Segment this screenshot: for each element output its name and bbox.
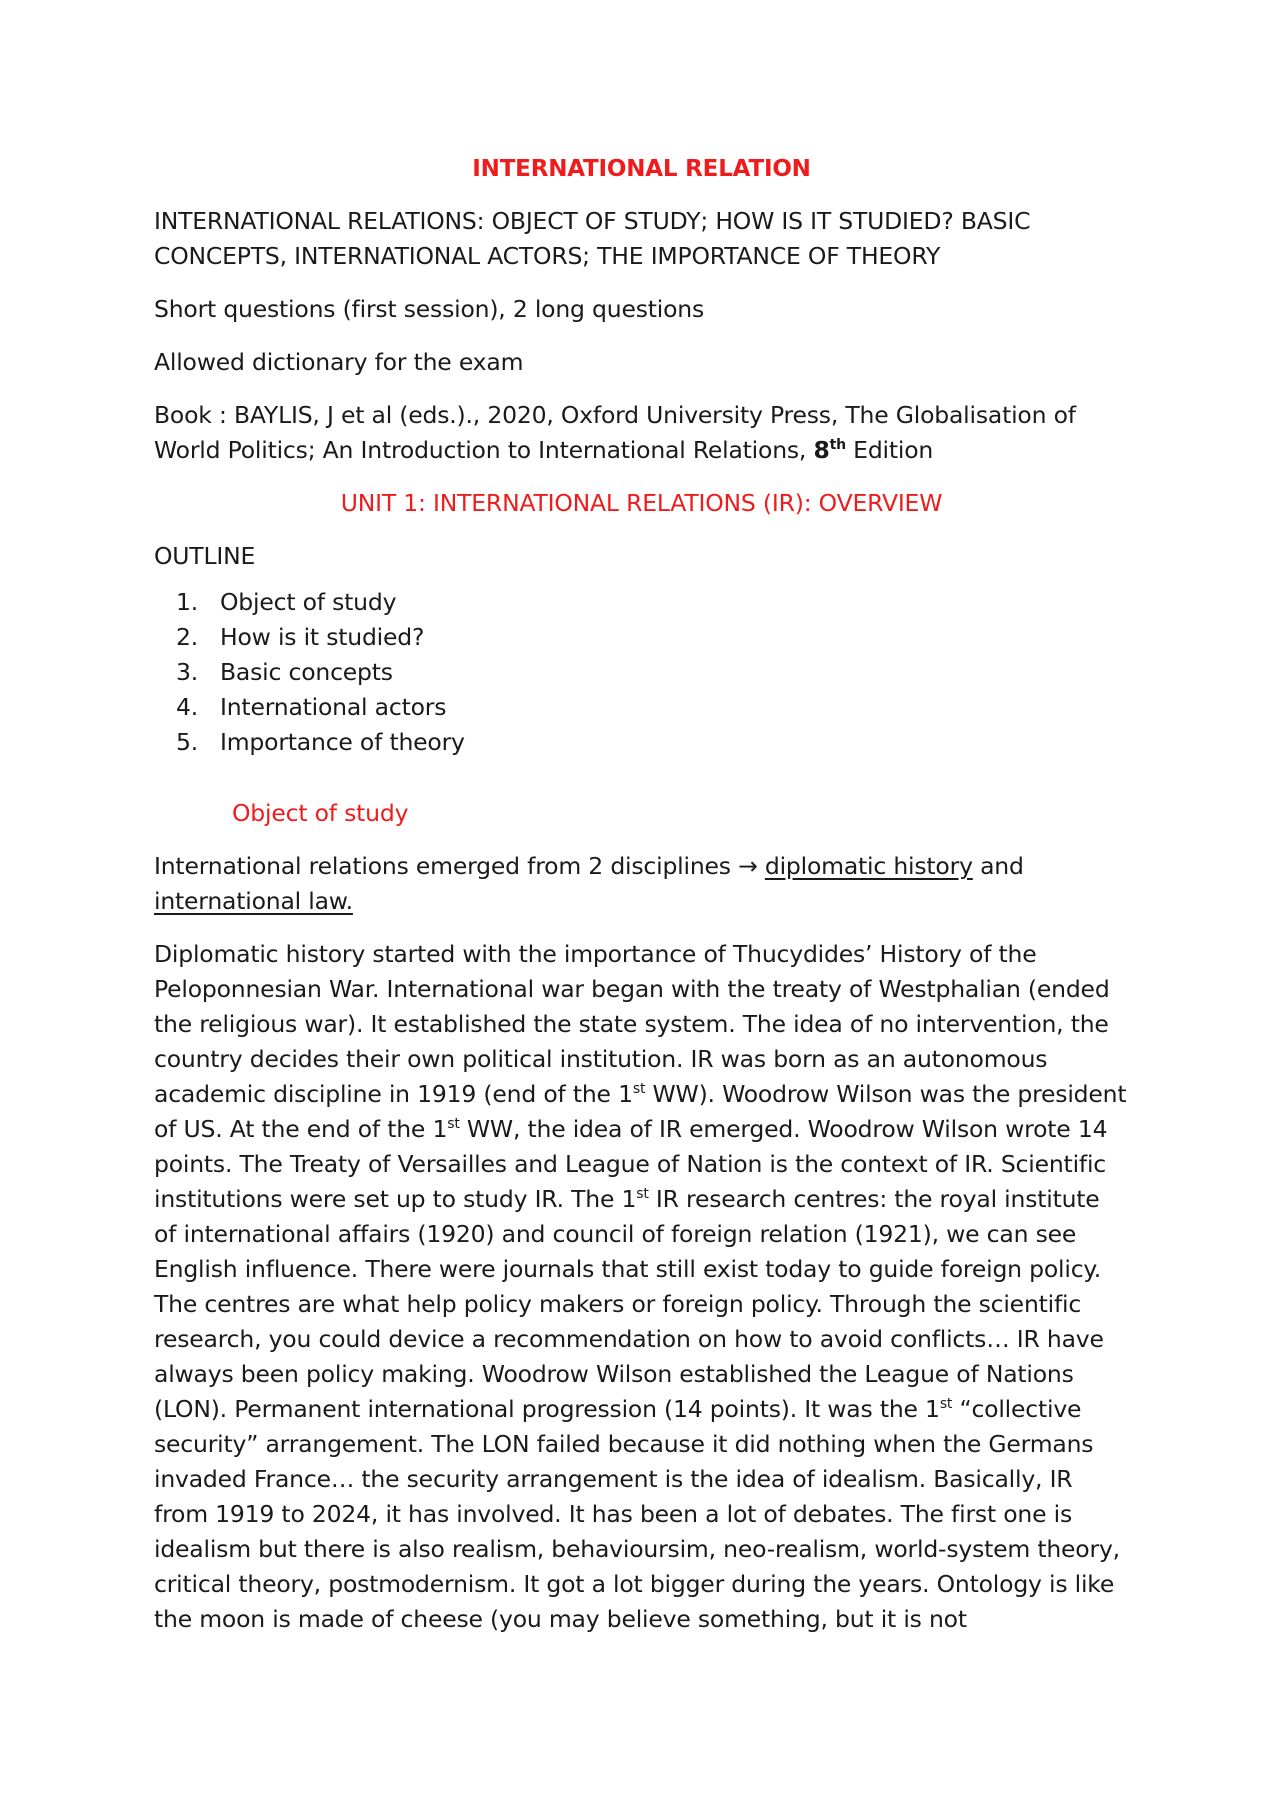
unit-heading: UNIT 1: INTERNATIONAL RELATIONS (IR): OVERVIEW	[340, 489, 943, 517]
outline-item-text: How is it studied?	[220, 623, 425, 651]
outline-item-number: 2.	[175, 623, 198, 651]
section-heading: Object of study	[232, 799, 409, 827]
international-law-term: international law.	[154, 887, 353, 915]
course-topics: INTERNATIONAL RELATIONS: OBJECT OF STUDY; HOW IS IT STUDIED? BASIC CONCEPTS, INTERNATIONAL ACTORS; THE IMPORTANCE OF THEORY	[154, 207, 1031, 270]
outline-list	[154, 585, 1129, 760]
intro-text: International relations emerged from 2 disciplines →	[154, 852, 765, 880]
ordinal-superscript: st	[632, 1081, 646, 1098]
document-body	[154, 152, 1129, 1655]
edition-number: 8	[813, 436, 830, 464]
outline-item	[154, 690, 1129, 725]
outline-item-text: Importance of theory	[220, 728, 465, 756]
outline-item-text: International actors	[220, 693, 447, 721]
outline-item-text: Object of study	[220, 588, 397, 616]
ordinal-superscript: st	[447, 1116, 460, 1133]
intro-conjunction: and	[972, 852, 1024, 880]
body-text-3: WW, the idea of IR emerged. Woodrow Wilson wrote 14 points. The Treaty of Versailles and League of Nation is the context of IR. Scientific institutions were set up to study IR. The 1	[154, 1115, 1108, 1213]
exam-format: Short questions (first session), 2 long questions	[154, 295, 705, 323]
outline-item-text: Basic concepts	[220, 658, 393, 686]
body-text-2: WW). Woodrow Wilson was the president of US. At the end of the 1	[154, 1080, 1127, 1143]
edition-suffix: Edition	[845, 436, 934, 464]
outline-item-number: 4.	[175, 693, 198, 721]
ordinal-superscript: st	[636, 1186, 649, 1203]
outline-item-number: 3.	[175, 658, 198, 686]
outline-item-number: 1.	[175, 588, 198, 616]
body-text-1: Diplomatic history started with the importance of Thucydides’ History of the Peloponnesian War. International war began with the treaty of Westphalian (ended the religious war). It established the state system. The idea of no intervention, the country decides their own political institution. IR was born as an autonomous academic discipline in 1919 (end of the 1	[154, 940, 1110, 1108]
outline-item	[154, 655, 1129, 690]
outline-label: OUTLINE	[154, 542, 256, 570]
outline-item	[154, 725, 1129, 760]
intro-paragraph	[154, 849, 1129, 919]
body-text-4: IR research centres: the royal institute of international affairs (1920) and council of foreign relation (1921), we can see English influence. There were journals that still exist today to guide foreign policy. The centres are what help policy makers or foreign policy. Through the scientific research, you could device a recommendation on how to avoid conflicts… IR have always been policy making. Woodrow Wilson established the League of Nations (LON). Permanent international progression (14 points). It was the 1	[154, 1185, 1104, 1423]
book-reference-text: Book : BAYLIS, J et al (eds.)., 2020, Oxford University Press, The Globalisation of World Politics; An Introduction to International Relations,	[154, 401, 1076, 464]
body-text-5: “collective security” arrangement. The LON failed because it did nothing when the Germans invaded France… the security arrangement is the idea of idealism. Basically, IR from 1919 to 2024, it has involved. It has been a lot of debates. The first one is idealism but there is also realism, behavioursim, neo-realism, world-system theory, critical theory, postmodernism. It got a lot bigger during the years. Ontology is like the moon is made of cheese (you may believe something, but it is not	[154, 1395, 1120, 1633]
dictionary-note: Allowed dictionary for the exam	[154, 348, 524, 376]
diplomatic-history-term: diplomatic history	[764, 852, 973, 880]
body-paragraph	[154, 937, 1129, 1637]
document-title: INTERNATIONAL RELATION	[472, 156, 811, 182]
outline-item-number: 5.	[175, 728, 198, 756]
ordinal-superscript: st	[939, 1396, 953, 1413]
book-reference	[154, 398, 1129, 468]
outline-item	[154, 620, 1129, 655]
edition-superscript: th	[829, 437, 846, 454]
outline-item	[154, 585, 1129, 620]
